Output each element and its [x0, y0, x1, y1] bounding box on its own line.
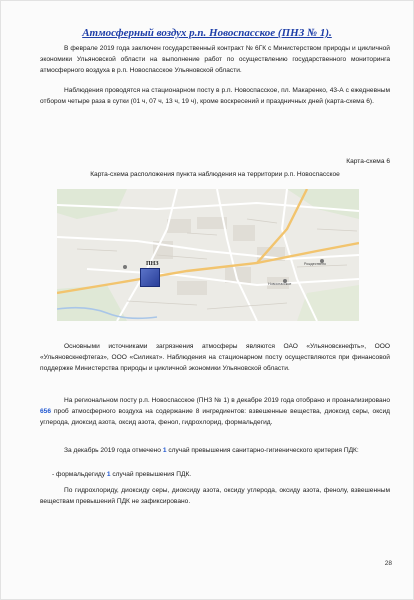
map-drawing — [57, 189, 359, 321]
list-item — [40, 470, 402, 481]
station-marker — [140, 268, 160, 287]
samples-paragraph — [40, 396, 390, 428]
observation-paragraph: Наблюдения проводятся на стационарном посту в р.п. Новоспасское, пл. Макаренко, 43-А с ежедневным отбором четыре раза в сутки (01 ч, 07 ч, 13 ч, 19 ч), кроме воскресений и праздничных дней (карта-схема 6). — [40, 87, 390, 105]
intro-paragraph: В феврале 2019 года заключен государственный контракт № 6ГК с Министерством природы и цикличной экономики Ульяновской области на выполнение работ по осуществлению государственного мониторинга атмосферного воздуха в р.п. Новоспасское Ульяновской области. — [40, 45, 390, 74]
list-item-count: 1 — [106, 471, 111, 478]
exceedance-text-before: За декабрь 2019 года отмечено — [64, 447, 163, 454]
samples-text-before: На региональном посту р.п. Новоспасское (ПНЗ № 1) в декабре 2019 года отобрано и проанализировано — [64, 397, 390, 404]
map-reference-label: Карта-схема 6 — [346, 158, 390, 165]
sources-paragraph: Основными источниками загрязнения атмосферы являются ОАО «Ульяновскнефть», ООО «Ульяновскнефтегаз», ООО «Силикат». Наблюдения на стационарном посту осуществляются при финансовой поддержке Министерства природы и цикличной экономики Ульяновской области. — [40, 343, 390, 372]
exceedance-paragraph — [40, 446, 390, 457]
list-item-text-after: случай превышения ПДК. — [110, 471, 192, 478]
station-label: ПНЗ — [146, 261, 159, 267]
samples-text-after: проб атмосферного воздуха на содержание 8 ингредиентов: взвешенные вещества, диоксид серы, оксид углерода, диоксид азота, оксид азота, фенол, гидрохлорид, формальдегид. — [40, 407, 390, 426]
no-exceedance-paragraph: По гидрохлориду, диоксиду серы, диоксиду азота, оксиду углерода, оксиду азота, фенолу, взвешенным веществам превышений ПДК не зафиксировано. — [40, 487, 390, 505]
exceedance-text-after: случай превышения санитарно-гигиенического критерия ПДК: — [166, 447, 359, 454]
map-image — [57, 189, 359, 321]
samples-count: 656 — [40, 407, 52, 415]
exceedance-count: 1 — [162, 447, 167, 454]
map-poi-label: Рождествено — [304, 262, 326, 266]
page-number: 28 — [384, 560, 392, 567]
map-poi-label: Новоспасское — [268, 282, 292, 286]
map-caption: Карта-схема расположения пункта наблюдения на территории р.п. Новоспасское — [90, 171, 340, 178]
page-title: Атмосферный воздух р.п. Новоспасское (ПНЗ № 1). — [82, 27, 332, 39]
list-item-text-before: - формальдегиду — [52, 471, 107, 478]
